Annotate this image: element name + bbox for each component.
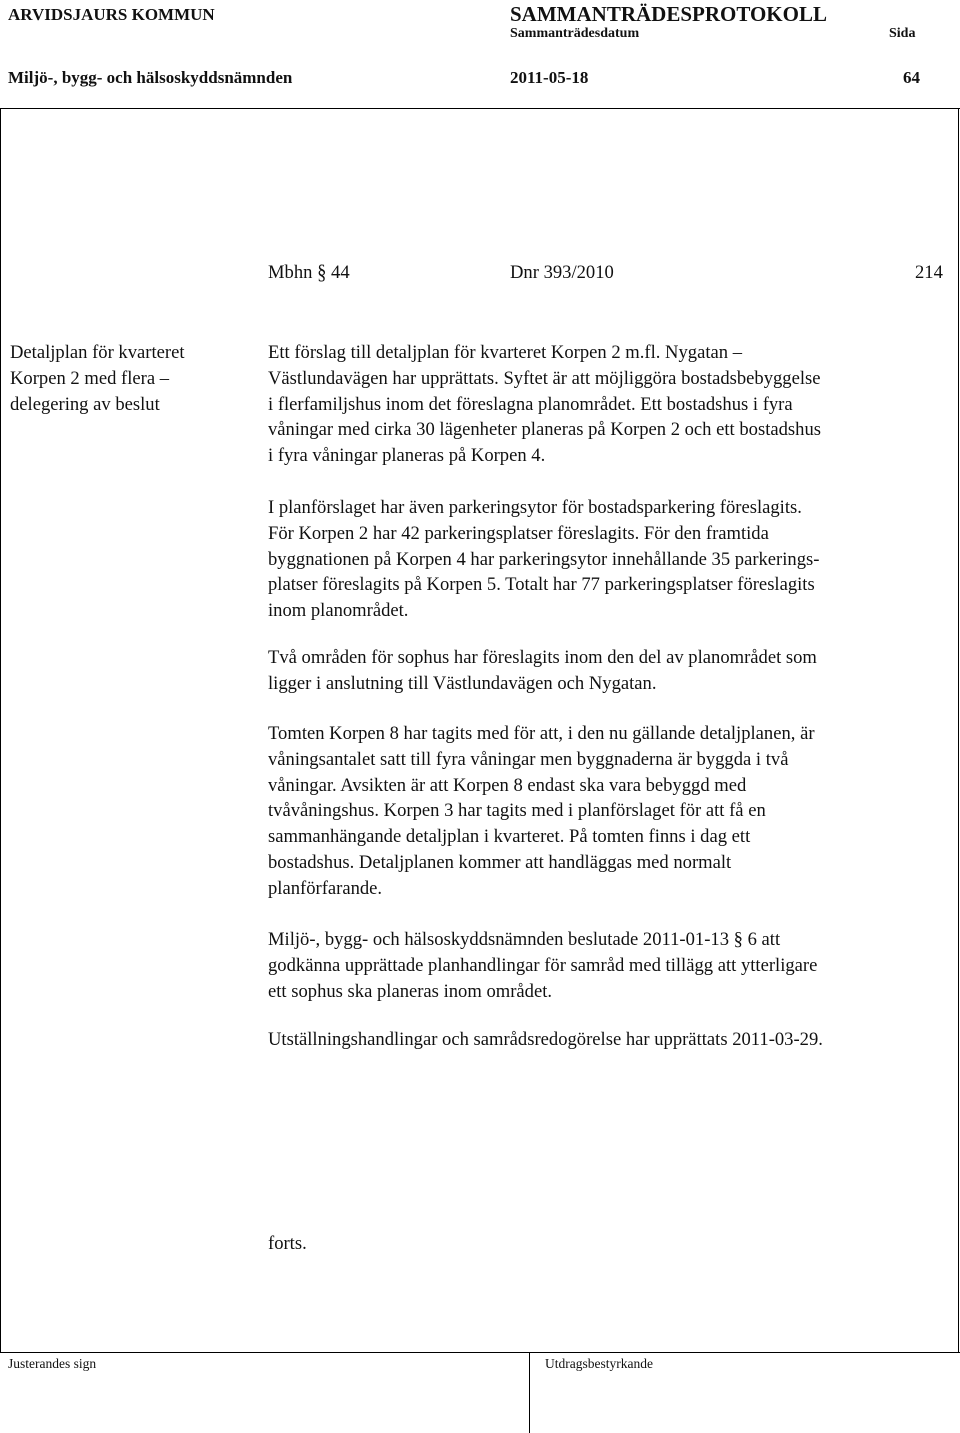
municipality-name: ARVIDSJAURS KOMMUN	[8, 5, 215, 24]
committee-name: Miljö-, bygg- och hälsoskyddsnämnden	[8, 68, 293, 87]
mbhn-number: 44	[331, 262, 350, 283]
paragraph-line: tvåvåningshus. Korpen 3 har tagits med i planförslaget för att få en	[268, 800, 766, 822]
dnr-number: Dnr 393/2010	[510, 262, 614, 283]
paragraph-line: våningar. Avsikten är att Korpen 8 endast ska vara bebyggd med	[268, 774, 747, 796]
paragraph-line: Västlundavägen har upprättats. Syftet är att möjliggöra bostadsbebyggelse	[268, 367, 821, 389]
side-heading-line: Detaljplan för kvarteret	[10, 342, 185, 363]
document-type: SAMMANTRÄDESPROTOKOLL	[510, 2, 827, 26]
paragraph-line: sammanhängande detaljplan i kvarteret. På tomten finns i dag ett	[268, 826, 751, 848]
continuation-note: forts.	[268, 1233, 307, 1254]
paragraph-line: godkänna upprättade planhandlingar för samråd med tillägg att ytterligare	[268, 954, 818, 976]
section-sign: §	[317, 260, 327, 285]
page-label: Sida	[889, 26, 916, 41]
paragraph-line: planförfarande.	[268, 877, 383, 899]
meeting-date-label: Sammanträdesdatum	[510, 26, 640, 41]
paragraph-exhibition	[268, 1027, 948, 1053]
paragraph-waste-houses	[268, 645, 948, 697]
paragraph-line: våningar med cirka 30 lägenheter planeras på Korpen 2 och ett bostadshus	[268, 419, 821, 441]
paragraph-line: i flerfamiljshus inom det föreslagna planområdet. Ett bostadshus i fyra	[268, 393, 793, 415]
paragraph-line: platser föreslagits på Korpen 5. Totalt har 77 parkeringsplatser föreslagits	[268, 574, 815, 596]
bottom-rule	[0, 1352, 960, 1353]
paragraph-line: ett sophus ska planeras inom området.	[268, 980, 553, 1002]
top-rule	[0, 108, 960, 109]
paragraph-line: bostadshus. Detaljplanen kommer att handläggas med normalt	[268, 851, 732, 873]
footer-divider	[529, 1353, 530, 1433]
paragraph-line: Miljö-, bygg- och hälsoskyddsnämnden beslutade 2011-01-13 § 6 att	[268, 929, 781, 950]
left-rule	[0, 108, 1, 1353]
case-reference	[268, 262, 350, 284]
paragraph-line: inom planområdet.	[268, 600, 409, 622]
paragraph-line: För Korpen 2 har 42 parkeringsplatser föreslagits. För den framtida	[268, 522, 769, 544]
paragraph-line: Tomten Korpen 8 har tagits med för att, i den nu gällande detaljplanen, är	[268, 723, 815, 744]
paragraph-plan-proposal	[268, 340, 948, 469]
paragraph-korpen-8	[268, 721, 948, 902]
paragraph-line: i fyra våningar planeras på Korpen 4.	[268, 445, 546, 467]
paragraph-decision	[268, 927, 948, 1004]
paragraph-parking	[268, 495, 948, 624]
paragraph-line: Två områden för sophus har föreslagits inom den del av planområdet som	[268, 647, 817, 668]
utdrag-label: Utdragsbestyrkande	[545, 1356, 653, 1371]
side-heading-line: Korpen 2 med flera –	[10, 367, 170, 389]
justering-label: Justerandes sign	[8, 1356, 97, 1371]
meeting-date: 2011-05-18	[510, 68, 589, 87]
page-number: 64	[903, 68, 920, 87]
right-rule	[958, 108, 959, 1353]
paragraph-line: ligger i anslutning till Västlundavägen och Nygatan.	[268, 672, 657, 694]
side-heading-line: delegering av beslut	[10, 393, 160, 415]
side-heading	[10, 340, 185, 417]
case-number: 214	[915, 262, 943, 283]
paragraph-line: I planförslaget har även parkeringsytor för bostadsparkering föreslagits.	[268, 497, 802, 518]
paragraph-line: byggnationen på Korpen 4 har parkeringsytor innehållande 35 parkerings-	[268, 548, 820, 570]
paragraph-line: Ett förslag till detaljplan för kvarteret Korpen 2 m.fl. Nygatan –	[268, 342, 742, 363]
paragraph-line: Utställningshandlingar och samrådsredogörelse har upprättats 2011-03-29.	[268, 1029, 823, 1050]
mbhn-prefix: Mbhn	[268, 262, 313, 283]
paragraph-line: våningsantalet satt till fyra våningar men byggnaderna är byggda i två	[268, 748, 789, 770]
